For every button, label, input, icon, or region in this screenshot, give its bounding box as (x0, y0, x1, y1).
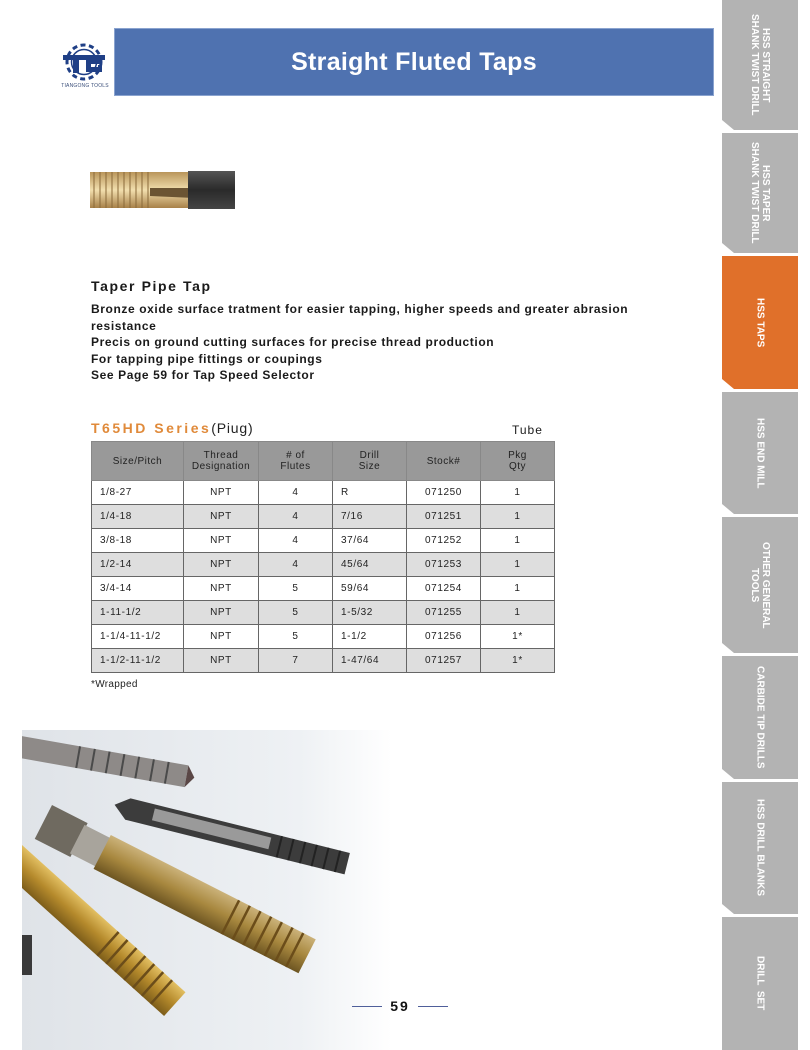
cell-drill-size: 37/64 (333, 529, 407, 553)
packaging-label: Tube (512, 423, 543, 437)
section-tabs (722, 0, 810, 1050)
col-header-flutes: # of Flutes (259, 442, 333, 481)
tab-carbide-tip-drills[interactable] (722, 656, 798, 779)
tab-label: HSS TAPER SHANK TWIST DRILL (749, 142, 771, 244)
cell-size-pitch: 1-1/4-11-1/2 (92, 625, 184, 649)
cell-drill-size: R (333, 481, 407, 505)
tab-hss-straight-shank-twist-drill[interactable] (722, 0, 798, 130)
col-header-thread-designation: Thread Designation (184, 442, 259, 481)
cell-flutes: 5 (259, 577, 333, 601)
tab-hss-end-mill[interactable] (722, 392, 798, 514)
description-line: Bronze oxide surface tratment for easier tapping, higher speeds and greater abrasion (91, 302, 629, 316)
description-line: For tapping pipe fittings or coupings (91, 352, 323, 366)
cell-pkg-qty: 1 (481, 601, 555, 625)
tab-label: HSS STRAIGHT SHANK TWIST DRILL (749, 14, 771, 116)
cell-flutes: 4 (259, 505, 333, 529)
page-number-text: 59 (390, 998, 410, 1014)
cell-size-pitch: 1-1/2-11-1/2 (92, 649, 184, 673)
cell-pkg-qty: 1* (481, 649, 555, 673)
series-subtitle: (Piug) (211, 420, 254, 436)
cell-drill-size: 45/64 (333, 553, 407, 577)
cell-thread-designation: NPT (184, 529, 259, 553)
tab-hss-taper-shank-twist-drill[interactable] (722, 133, 798, 253)
cell-drill-size: 1-47/64 (333, 649, 407, 673)
cell-drill-size: 1-5/32 (333, 601, 407, 625)
cell-size-pitch: 1/4-18 (92, 505, 184, 529)
cell-thread-designation: NPT (184, 649, 259, 673)
cell-drill-size: 7/16 (333, 505, 407, 529)
tab-label: HSS DRILL BLANKS (754, 799, 766, 897)
cell-size-pitch: 1/2-14 (92, 553, 184, 577)
cell-flutes: 7 (259, 649, 333, 673)
product-title: Taper Pipe Tap (91, 278, 212, 294)
cell-flutes: 5 (259, 625, 333, 649)
col-header-pkg-qty: Pkg Qty (481, 442, 555, 481)
description-line: See Page 59 for Tap Speed Selector (91, 368, 315, 382)
cell-pkg-qty: 1 (481, 481, 555, 505)
table-row (92, 625, 555, 649)
table-row (92, 529, 555, 553)
table-row (92, 481, 555, 505)
cell-flutes: 4 (259, 553, 333, 577)
cell-thread-designation: NPT (184, 625, 259, 649)
table-row (92, 553, 555, 577)
cell-pkg-qty: 1 (481, 505, 555, 529)
table-header-row (92, 442, 555, 481)
tab-other-general-tools[interactable] (722, 517, 798, 653)
series-name: T65HD Series (91, 420, 212, 436)
taper-pipe-tap-image (90, 168, 235, 212)
col-header-stock: Stock# (407, 442, 481, 481)
cell-thread-designation: NPT (184, 481, 259, 505)
cell-drill-size: 59/64 (333, 577, 407, 601)
tab-label: HSS END MILL (754, 417, 766, 489)
cell-flutes: 4 (259, 529, 333, 553)
cell-size-pitch: 1-11-1/2 (92, 601, 184, 625)
cell-pkg-qty: 1 (481, 529, 555, 553)
cell-stock: 071250 (407, 481, 481, 505)
logo-caption: TIANGONG TOOLS (61, 83, 109, 89)
cell-pkg-qty: 1 (481, 553, 555, 577)
tab-hss-taps[interactable] (722, 256, 798, 389)
divider (352, 1006, 382, 1007)
divider (418, 1006, 448, 1007)
cell-size-pitch: 3/4-14 (92, 577, 184, 601)
cell-thread-designation: NPT (184, 577, 259, 601)
cell-thread-designation: NPT (184, 601, 259, 625)
spec-table (91, 441, 555, 673)
table-row (92, 577, 555, 601)
cell-pkg-qty: 1* (481, 625, 555, 649)
table-footnote: *Wrapped (91, 679, 138, 690)
tab-label: HSS TAPS (754, 297, 766, 348)
cell-stock: 071254 (407, 577, 481, 601)
cell-stock: 071257 (407, 649, 481, 673)
description-line: Precis on ground cutting surfaces for precise thread production (91, 335, 495, 349)
table-row (92, 601, 555, 625)
series-heading (91, 420, 253, 436)
page-title: Straight Fluted Taps (291, 47, 537, 76)
tab-drill-set[interactable] (722, 917, 798, 1050)
cell-flutes: 4 (259, 481, 333, 505)
taps-photo (22, 730, 392, 1050)
tab-label: CARBIDE TIP DRILLS (754, 666, 766, 769)
cell-stock: 071255 (407, 601, 481, 625)
page-number (350, 998, 450, 1014)
tab-label: OTHER GENERAL TOOLS (749, 541, 771, 629)
table-row (92, 649, 555, 673)
cell-stock: 071251 (407, 505, 481, 529)
cell-thread-designation: NPT (184, 553, 259, 577)
table-body (92, 481, 555, 673)
cell-drill-size: 1-1/2 (333, 625, 407, 649)
col-header-drill-size: Drill Size (333, 442, 407, 481)
cell-size-pitch: 1/8-27 (92, 481, 184, 505)
cell-thread-designation: NPT (184, 505, 259, 529)
table-row (92, 505, 555, 529)
tab-label: DRILL SET (754, 956, 766, 1011)
description-line: resistance (91, 319, 157, 333)
cell-stock: 071253 (407, 553, 481, 577)
cell-flutes: 5 (259, 601, 333, 625)
cell-stock: 071256 (407, 625, 481, 649)
cell-pkg-qty: 1 (481, 577, 555, 601)
title-banner (114, 28, 714, 96)
col-header-size-pitch: Size/Pitch (92, 442, 184, 481)
cell-stock: 071252 (407, 529, 481, 553)
tab-hss-drill-blanks[interactable] (722, 782, 798, 914)
cell-size-pitch: 3/8-18 (92, 529, 184, 553)
